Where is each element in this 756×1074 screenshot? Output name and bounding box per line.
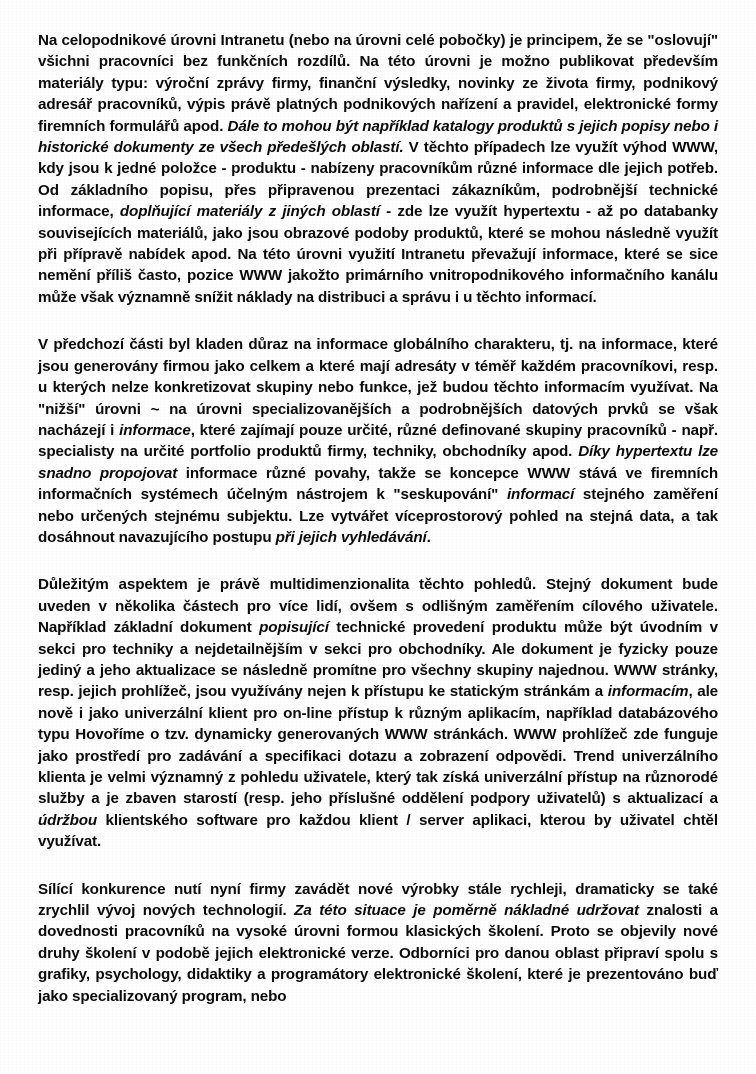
text-run: Sílící konkurence nutí nyní firmy zavádět nové výrobky stále rychleji, dramaticky se také zrychlil vývoj nových technologií. bbox=[38, 880, 723, 920]
emphasis-run: při jejich vyhledávání bbox=[275, 528, 427, 546]
emphasis-run: informací bbox=[506, 486, 575, 504]
text-run: stejného zaměření nebo určených stejnému subjektu. Lze vytvářet víceprostorový pohled na stejná data, a tak dosáhnout navazujícího postupu bbox=[38, 486, 723, 546]
emphasis-run: údržbou bbox=[38, 811, 98, 829]
text-run: . bbox=[426, 528, 431, 546]
emphasis-run: informace bbox=[119, 421, 191, 439]
text-run: , které zajímají pouze určité, různé definované skupiny pracovníků - např. specialisty na určité portfolio produktů firmy, techniky, obchodníky apod. bbox=[38, 421, 723, 461]
paragraph-2 bbox=[38, 334, 723, 548]
emphasis-run: Dále to mohou být například katalogy produktů s jejich popisy nebo i historické dokumenty ze všech předešlých oblastí. bbox=[38, 117, 718, 157]
emphasis-run: Díky hypertextu lze snadno propojovat bbox=[38, 443, 718, 482]
text-run: technické provedení produktu může být úvodním v sekci pro techniky a nejdetailnějším v sekci pro obchodníky. Ale dokument je fyzicky pouze jediný a jeho aktualizace se následně promítne pro všechny skupiny najednou. WWW stránky, resp. jejich prohlížeč, jsou využívány nejen k přístupu ke statickým stránkám a bbox=[38, 619, 723, 701]
text-run: klientského software pro každou klient / server aplikaci, kterou by uživatel chtěl využívat. bbox=[38, 811, 723, 851]
text-run: V předchozí části byl kladen důraz na informace globálního charakteru, tj. na informace, které jsou generovány firmou jako celkem a které mají adresáty v téměř každém pracovníkovi, resp. u kterých nelze konkretizovat skupiny nebo funkce, jež budou těchto informacím využívat. Na "nižší" úrovni ~ na úrovni specializovanějších a podrobnějších datových prvků se však nacházejí i bbox=[38, 336, 723, 439]
emphasis-run: informacím bbox=[607, 683, 689, 701]
emphasis-run: popisující bbox=[259, 619, 329, 637]
paragraph-1 bbox=[38, 30, 723, 308]
text-run: - zde lze využít hypertextu - až po databanky souvisejících materiálů, jako jsou obrazové podoby produktů, které se mohou následně využít při přípravě nabídek apod. Na této úrovni využití Intranetu převažují informace, které se sice nemění příliš často, pozice WWW jakožto primárního vnitropodnikového informačního kanálu může však významně snížit náklady na distribuci a správu i u těchto informací. bbox=[38, 203, 723, 306]
text-run: Důležitým aspektem je právě multidimenzionalita těchto pohledů. Stejný dokument bude uveden v několika částech pro více lidí, ovšem s odlišným zaměřením cílového uživatele. Například základní dokument bbox=[38, 576, 723, 637]
emphasis-run: Za této situace je poměrně nákladné udržovat bbox=[294, 902, 639, 920]
text-run: znalosti a dovednosti pracovníků na vysoké úrovni formou klasických školení. Proto se objevily nové druhy školení v podobě jejich elektronické verze. Odborníci pro danou oblast připraví spolu s grafiky, psychology, didaktiky a programátory elektronické školení, které je prezentováno buď jako specializovaný program, nebo bbox=[38, 902, 723, 1005]
emphasis-run: doplňující materiály z jiných oblastí bbox=[119, 203, 380, 221]
paragraph-4 bbox=[38, 879, 723, 1007]
document-body bbox=[38, 30, 723, 1007]
text-run: Na celopodnikové úrovni Intranetu (nebo na úrovni celé pobočky) je principem, že se "oslovují" všichni pracovníci bez funkčních rozdílů. Na této úrovni je možno publikovat především materiály typu: výroční zprávy firmy, finanční výsledky, novinky ze života firmy, podnikový adresář pracovníků, výpis právě platných podnikových nařízení a pravidel, elektronické formy firemních formulářů apod. bbox=[38, 32, 723, 135]
text-run: informace různé povahy, takže se koncepce WWW stává ve firemních informačních systémech účelným nástrojem k "seskupování" bbox=[38, 464, 723, 504]
text-run: V těchto případech lze využít výhod WWW, kdy jsou k jedné položce - produktu - nabízeny pracovníkům různé informace dle jejich potřeb. Od základního popisu, přes připravenou prezentaci zákazníkům, podrobnější technické informace, bbox=[38, 139, 723, 221]
text-run: , ale nově i jako univerzální klient pro on-line přístup k různým aplikacím, například databázového typu Hovoříme o tzv. dynamicky generovaných WWW stránkách. WWW prohlížeč zde funguje jako prostředí pro zadávání a specifikaci dotazu a zobrazení odpovědi. Trend univerzálního klienta je velmi významný z pohledu uživatele, který tak získá univerzální přístup na různorodé služby a je zbaven starostí (resp. jeho příslušné oddělení podpory uživatelů) s aktualizací a bbox=[38, 683, 723, 808]
paragraph-3 bbox=[38, 574, 723, 852]
